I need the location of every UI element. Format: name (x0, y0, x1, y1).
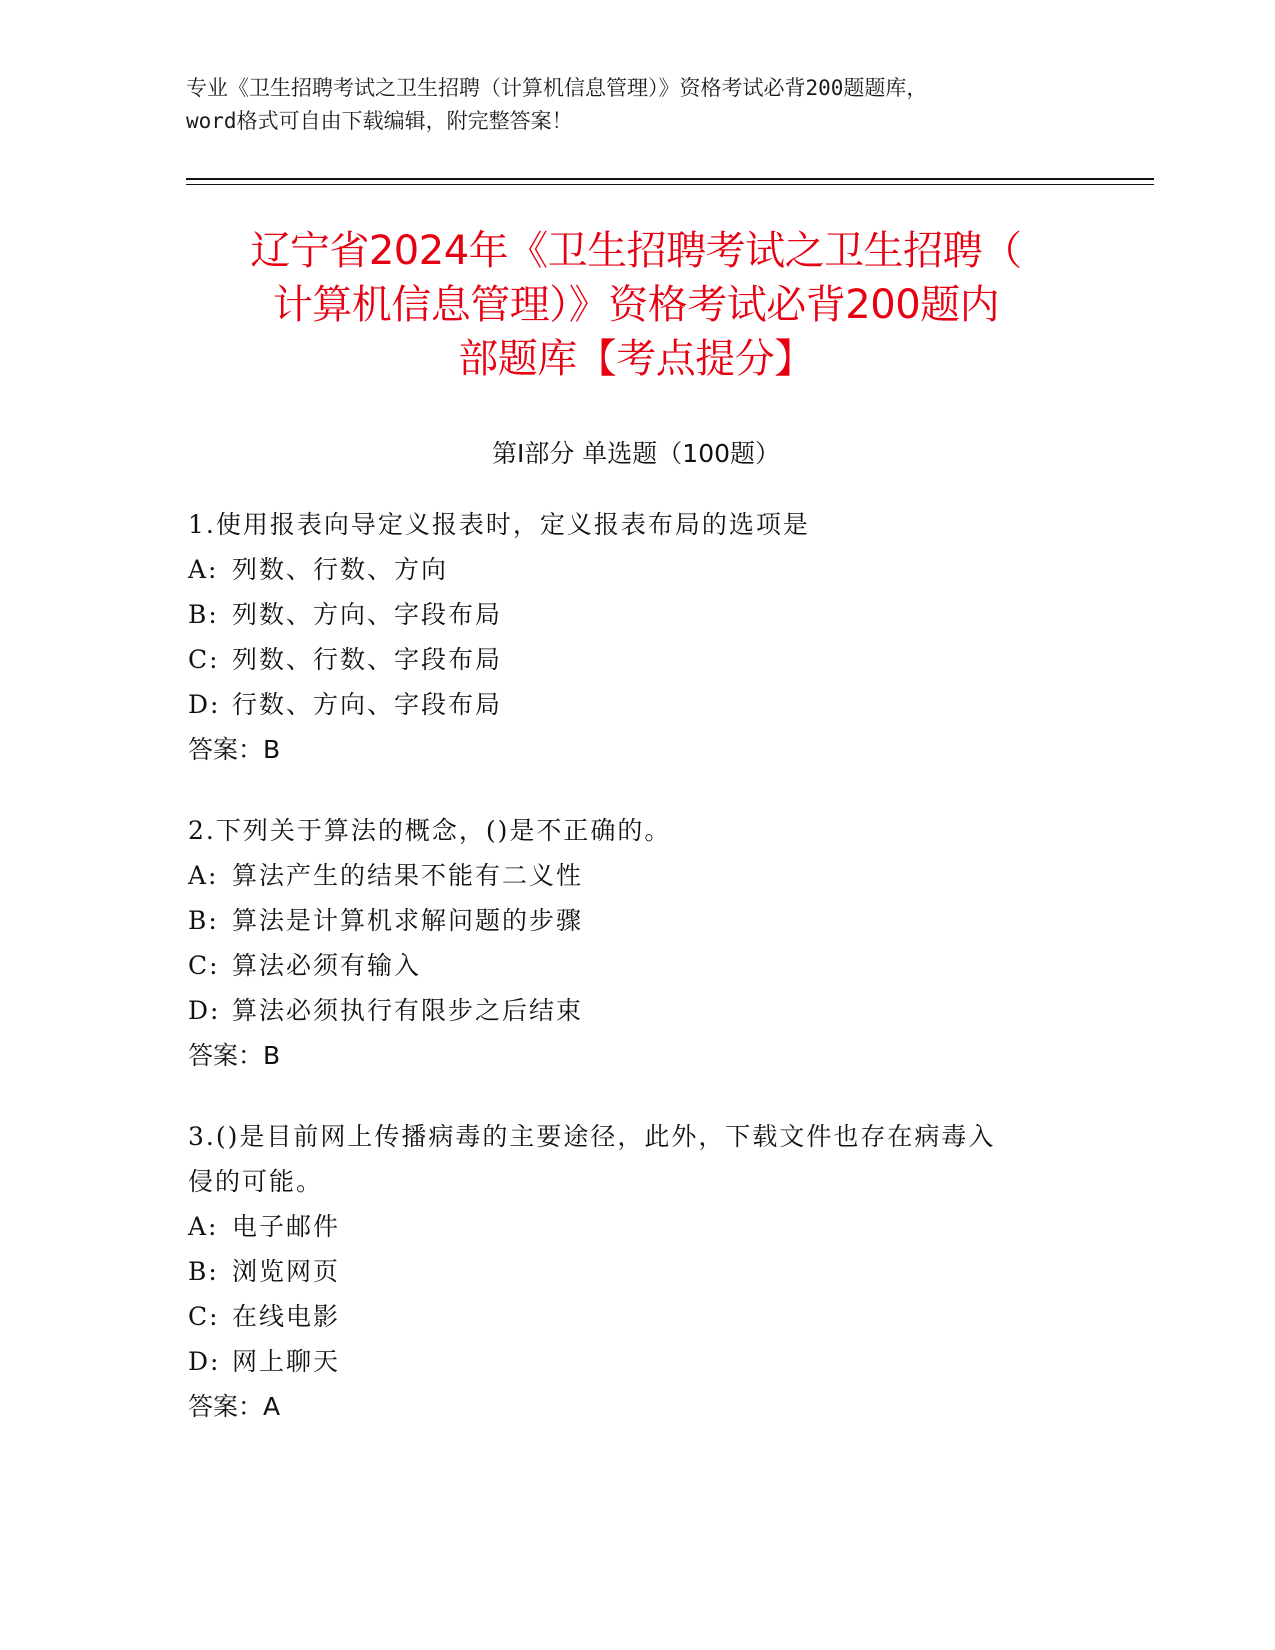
header-divider-thick (186, 178, 1154, 180)
header-note-line-1: 专业《卫生招聘考试之卫生招聘（计算机信息管理）》资格考试必背200题题库， (186, 76, 928, 100)
option-text: 列数、方向、字段布局 (232, 600, 503, 629)
option-c (188, 637, 1068, 682)
option-text: 算法必须有输入 (232, 951, 422, 980)
option-b (188, 592, 1068, 637)
option-key: B: (188, 906, 219, 935)
question-1 (188, 502, 1068, 772)
option-key: A: (188, 555, 219, 584)
document-title-line-3: 部题库【考点提分】 (458, 336, 814, 382)
option-text: 电子邮件 (232, 1212, 341, 1241)
option-text: 网上聊天 (232, 1347, 341, 1376)
option-key: D: (188, 1347, 221, 1376)
option-key: C: (188, 1302, 220, 1331)
option-d (188, 988, 1068, 1033)
document-title-line-2: 计算机信息管理）》资格考试必背200题内 (272, 282, 1000, 328)
option-key: A: (188, 1212, 219, 1241)
option-key: B: (188, 600, 219, 629)
option-key: D: (188, 996, 221, 1025)
option-text: 算法必须执行有限步之后结束 (232, 996, 584, 1025)
question-2 (188, 808, 1068, 1078)
document-title-line-1: 辽宁省2024年《卫生招聘考试之卫生招聘（ (250, 228, 1022, 274)
answer: 答案：A (188, 1392, 281, 1421)
option-text: 列数、行数、方向 (232, 555, 449, 584)
option-d (188, 1339, 1068, 1384)
header-note (186, 72, 1086, 138)
header-divider-thin (186, 184, 1154, 185)
option-text: 行数、方向、字段布局 (232, 690, 503, 719)
option-a (188, 1204, 1068, 1249)
option-key: B: (188, 1257, 219, 1286)
option-a (188, 547, 1068, 592)
question-3 (188, 1114, 1068, 1429)
option-a (188, 853, 1068, 898)
header-note-line-2: word格式可自由下载编辑，附完整答案！ (186, 109, 573, 133)
option-d (188, 682, 1068, 727)
option-key: A: (188, 861, 219, 890)
option-c (188, 943, 1068, 988)
option-text: 列数、行数、字段布局 (232, 645, 503, 674)
answer: 答案：B (188, 735, 281, 764)
option-key: C: (188, 951, 220, 980)
option-text: 算法产生的结果不能有二义性 (232, 861, 584, 890)
document-title (186, 224, 1086, 386)
option-b (188, 898, 1068, 943)
answer: 答案：B (188, 1041, 281, 1070)
question-stem: 2.下列关于算法的概念，()是不正确的。 (188, 816, 672, 845)
option-text: 浏览网页 (232, 1257, 341, 1286)
section-title: 第I部分 单选题（100题） (491, 439, 781, 468)
question-stem: 1.使用报表向导定义报表时，定义报表布局的选项是 (188, 510, 810, 539)
question-stem: 3.()是目前网上传播病毒的主要途径，此外，下载文件也存在病毒入 (188, 1122, 996, 1151)
option-key: D: (188, 690, 221, 719)
option-key: C: (188, 645, 220, 674)
option-text: 算法是计算机求解问题的步骤 (232, 906, 584, 935)
option-b (188, 1249, 1068, 1294)
question-stem-continued: 侵的可能。 (188, 1167, 324, 1196)
option-c (188, 1294, 1068, 1339)
option-text: 在线电影 (232, 1302, 341, 1331)
